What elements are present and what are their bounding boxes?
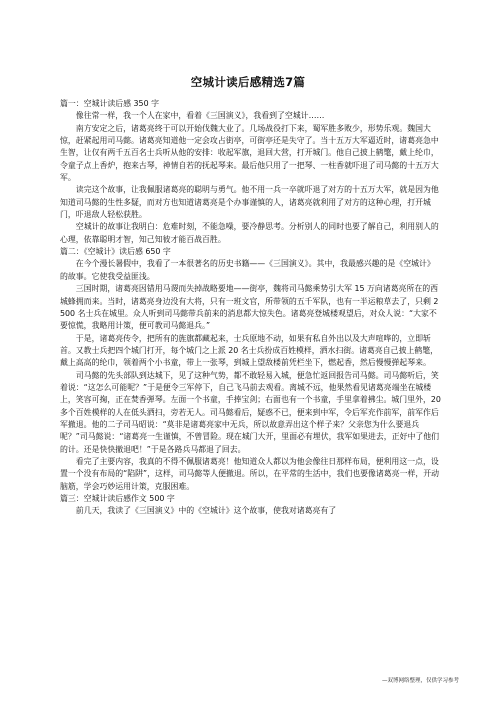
section-heading: 篇三：空城计读后感作文 500 字 bbox=[60, 494, 175, 503]
body-paragraph: 像往常一样，我一个人在家中，看着《三国演义》，我看到了空城计…… bbox=[75, 111, 325, 121]
section-heading: 篇二：《空城计》读后感 650 字 bbox=[60, 247, 171, 257]
section-heading: 篇一：空城计读后感 350 字 bbox=[60, 99, 159, 108]
body-paragraph: 三国时期，诸葛亮因错用马谡而失掉战略要地——街亭，魏将司马懿乘势引大军 15 万向诸葛亮所在的西城蜂拥而来。当时，诸葛亮身边没有大将，只有一班文官，所带领的五千军队，也有一半运粮草去了，只剩 2500 名士兵在城里。众人听到司马懿带兵前来的消息都大惊失色。诸葛亮登城楼观望后，对众人说：“大家不要惊慌，我略用计策，便可教司马懿退兵。” bbox=[60, 284, 439, 331]
body-paragraph: 读完这个故事，让我佩服诸葛亮的聪明与勇气。他不用一兵一卒就吓退了对方的十五万大军，就是因为他知道司马懿的生性多疑，而对方也知道诸葛亮是个办事谨慎的人，诸葛亮就利用了对方的这种心理，打开城门，吓退敌人轻松获胜。 bbox=[60, 185, 439, 220]
body-paragraph: 在今个漫长暑假中，我看了一本很著名的历史书籍——《三国演义》。其中，我最感兴趣的是《空城计》的故事。它使我受益匪浅。 bbox=[60, 259, 435, 281]
page-footer: —双博网络整理，仅供学习参考 bbox=[382, 678, 460, 684]
document-title: 空城计读后感精选7篇 bbox=[190, 75, 306, 89]
document-body bbox=[60, 98, 442, 518]
body-paragraph: 看完了主要内容，我真的不得不佩服诸葛亮！他知道众人都以为他会像往日那样布局，便利用这一点，设置一个没有布局的“陷阱”，这样，司马懿等人便撤退。所以，在平常的生活中，我们也要像诸葛亮一样，开动脑筋，学会巧妙运用计策，克服困难。 bbox=[60, 456, 440, 491]
body-paragraph: 于是，诸葛亮传令，把所有的旌旗都藏起来，士兵原地不动，如果有私自外出以及大声喧哗的，立即斩首。又教士兵把四个城门打开，每个城门之上派 20 名士兵扮成百姓模样，洒水扫街。诸葛亮自己披上鹤氅，戴上高高的纶巾，领着两个小书童，带上一张琴，到城上望敌楼前凭栏坐下，燃起香，然后慢慢弹起琴来。 bbox=[60, 333, 439, 368]
body-paragraph: 空城计的故事让我明白：危难时刻，不能急噪，要冷静思考。分析别人的同时也要了解自己，利用别人的心理，依靠聪明才智，知己知彼才能百战百胜。 bbox=[60, 222, 439, 244]
body-paragraph: 前几天，我读了《三国演义》中的《空城计》这个故事，使我对诸葛亮有了 bbox=[75, 506, 337, 516]
body-paragraph: 南方安定之后，诸葛亮终于可以开始伐魏大业了。几场战役打下来，蜀军胜多败少，形势乐观。魏国大惊，赶紧起用司马懿。诸葛亮知道他一定会攻占街亭，可街亭还是失守了。当十五万大军逼近时，诸葛亮急中生智，让仅有两千五百名士兵听从他的安排：收起军旗，退回大营，打开城门。他自己披上鹤氅，戴上纶巾，令童子点上香炉，抱来古琴，神情自若的抚起琴来。最后他只用了一把琴、一柱香就吓退了司马懿的十五万大军。 bbox=[60, 123, 439, 183]
body-paragraph: 司马懿的先头部队到达城下，见了这种气势，都不敢轻易入城，便急忙返回报告司马懿。司马懿听后，笑着说：“这怎么可能呢？”于是便令三军停下，自己飞马前去观看。离城不远，他果然看见诸葛亮端坐在城楼上，笑容可掬，正在焚香弹琴。左面一个书童，手捧宝剑；右面也有一个书童，手里拿着拂尘。城门里外，20 多个百姓模样的人在低头洒扫，旁若无人。司马懿看后，疑惑不已，便来到中军，令后军充作前军，前军作后军撤退。他的二子司马昭说：“莫非是诸葛亮家中无兵，所以故意弄出这个样子来？父亲您为什么要退兵呢？”司马懿说：“诸葛亮一生谨慎，不曾冒险。现在城门大开，里面必有埋伏，我军如果进去，正好中了他们的计。还是快快撤退吧！”于是各路兵马都退了回去。 bbox=[60, 370, 441, 454]
